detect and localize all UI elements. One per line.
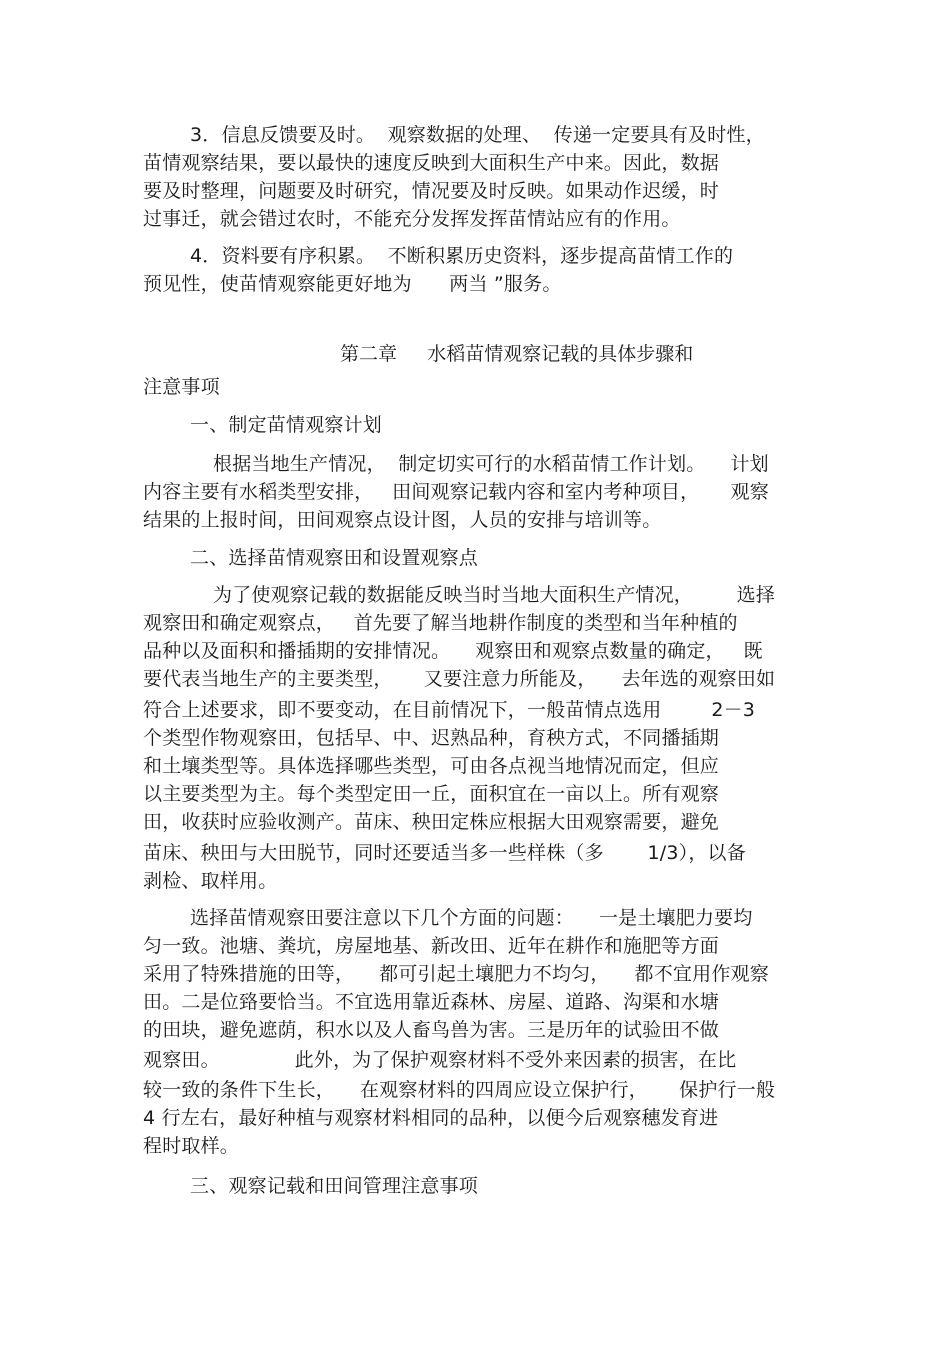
section2-p1-line-6: 个类型作物观察田，包括早、中、迟熟品种，育秧方式，不同播插期 [143, 727, 720, 749]
section2-p1-line-9: 田，收获时应验收测产。苗床、秧田定株应根据大田观察需要，避免 [143, 811, 720, 833]
section2-p1-line-3: 品种以及面积和播插期的安排情况。 观察田和观察点数量的确定， 既 [143, 640, 763, 662]
section2-p1-line-4: 要代表当地生产的主要类型， 又要注意力所能及， 去年选的观察田如 [143, 668, 776, 690]
section1-line-2: 内容主要有水稻类型安排， 田间观察记载内容和室内考种项目， 观察 [143, 481, 769, 503]
section2-p2-line-7: 较一致的条件下生长， 在观察材料的四周应设立保护行， 保护行一般 [143, 1079, 776, 1101]
section2-p1-line-10: 苗床、秧田与大田脱节，同时还要适当多一些样株（多 1/3），以备 [143, 842, 746, 864]
para3-line-3: 要及时整理，问题要及时研究，情况要及时反映。如果动作迟缓，时 [143, 180, 720, 202]
section1-line-3: 结果的上报时间，田间观察点设计图，人员的安排与培训等。 [143, 509, 662, 531]
section2-p1-line-5: 符合上述要求，即不要变动，在目前情况下，一般苗情点选用 2－3 [143, 699, 756, 721]
section2-p1-line-1: 为了使观察记载的数据能反映当时当地大面积生产情况， 选择 [213, 584, 776, 606]
section2-p2-line-3: 采用了特殊措施的田等， 都可引起土壤肥力不均匀， 都不宜用作观察 [143, 963, 769, 985]
section2-p1-line-11: 剥检、取样用。 [143, 870, 278, 892]
section2-p1-line-8: 以主要类型为主。每个类型定田一丘，面积宜在一亩以上。所有观察 [143, 783, 720, 805]
para4-line-2: 预见性，使苗情观察能更好地为 两当 ”服务。 [143, 273, 562, 295]
chapter-title-line-2: 注意事项 [143, 376, 220, 398]
section2-p2-line-8: 4 行左右，最好种植与观察材料相同的品种，以便今后观察穗发育进 [143, 1107, 719, 1129]
section2-p2-line-9: 程时取样。 [143, 1135, 240, 1157]
section1-line-1: 根据当地生产情况， 制定切实可行的水稻苗情工作计划。 计划 [213, 453, 769, 475]
section2-p2-line-6: 观察田。 此外，为了保护观察材料不受外来因素的损害，在比 [143, 1049, 737, 1071]
section1-heading: 一、制定苗情观察计划 [190, 414, 383, 436]
para3-line-2: 苗情观察结果，要以最快的速度反映到大面积生产中来。因此，数据 [143, 152, 720, 174]
section2-p2-line-5: 的田块，避免遮荫，积水以及人畜鸟兽为害。三是历年的试验田不做 [143, 1019, 720, 1041]
section2-p1-line-2: 观察田和确定观察点， 首先要了解当地耕作制度的类型和当年种植的 [143, 612, 738, 634]
section2-p1-line-7: 和土壤类型等。具体选择哪些类型，可由各点视当地情况而定，但应 [143, 755, 720, 777]
para3-line-4: 过事迁，就会错过农时，不能充分发挥发挥苗情站应有的作用。 [143, 208, 681, 230]
chapter-title: 第二章 水稻苗情观察记载的具体步骤和 [340, 343, 694, 365]
section2-p2-line-4: 田。二是位臵要恰当。不宜选用靠近森林、房屋、道路、沟渠和水塘 [143, 991, 720, 1013]
para3-line-1: 3．信息反馈要及时。 观察数据的处理、 传递一定要具有及时性， [190, 124, 765, 146]
section2-p2-line-1: 选择苗情观察田要注意以下几个方面的问题： 一是土壤肥力要均 [190, 907, 753, 929]
section2-p2-line-2: 匀一致。池塘、粪坑，房屋地基、新改田、近年在耕作和施肥等方面 [143, 935, 720, 957]
para4-line-1: 4．资料要有序积累。 不断积累历史资料，逐步提高苗情工作的 [190, 245, 734, 267]
section2-heading: 二、选择苗情观察田和设置观察点 [190, 547, 479, 569]
section3-heading: 三、观察记载和田间管理注意事项 [190, 1175, 479, 1197]
